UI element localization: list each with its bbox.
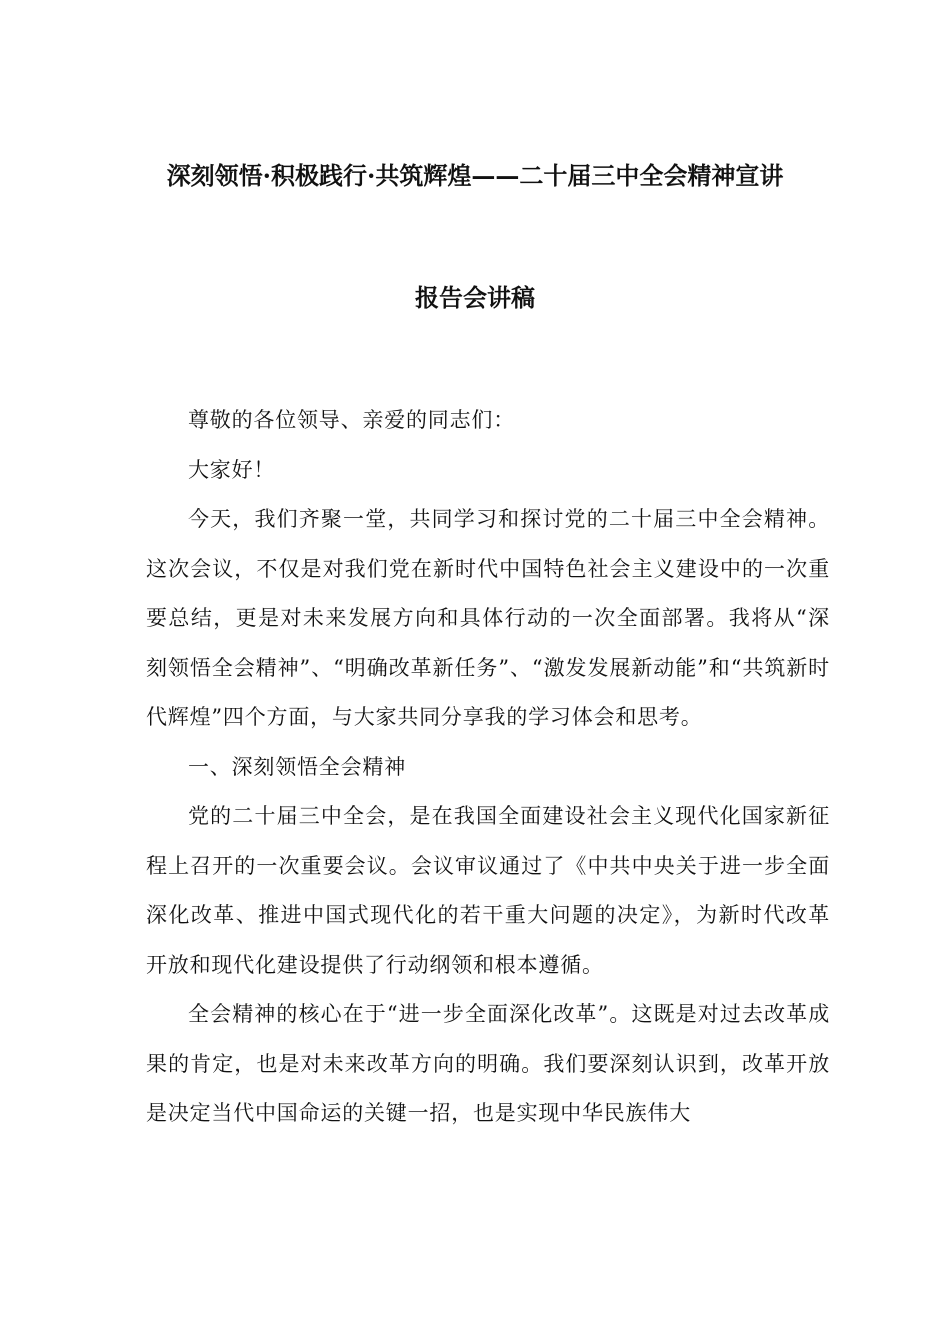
document-title-line-1: 深刻领悟·积极践行·共筑辉煌——二十届三中全会精神宣讲 <box>166 161 784 190</box>
paragraph-intro: 今天，我们齐聚一堂，共同学习和探讨党的二十届三中全会精神。这次会议，不仅是对我们党在新时代中国特色社会主义建设中的一次重要总结，更是对未来发展方向和具体行动的一次全面部署。我将从“深刻领悟全会精神”、“明确改革新任务”、“激发发展新动能”和“共筑新时代辉煌”四个方面，与大家共同分享我的学习体会和思考。 <box>146 507 830 729</box>
paragraph-section-1-b: 全会精神的核心在于“进一步全面深化改革”。这既是对过去改革成果的肯定，也是对未来改革方向的明确。我们要深刻认识到，改革开放是决定当代中国命运的关键一招，也是实现中华民族伟大 <box>146 1002 830 1125</box>
salutation: 尊敬的各位领导、亲爱的同志们： <box>188 408 515 432</box>
document-body <box>146 396 830 1139</box>
section-heading-1: 一、深刻领悟全会精神 <box>188 754 406 779</box>
document-title-line-2: 报告会讲稿 <box>415 283 535 312</box>
greeting: 大家好！ <box>188 457 276 482</box>
paragraph-section-1-a: 党的二十届三中全会，是在我国全面建设社会主义现代化国家新征程上召开的一次重要会议。会议审议通过了《中共中央关于进一步全面深化改革、推进中国式现代化的若干重大问题的决定》，为新时代改革开放和现代化建设提供了行动纲领和根本遵循。 <box>146 804 830 977</box>
